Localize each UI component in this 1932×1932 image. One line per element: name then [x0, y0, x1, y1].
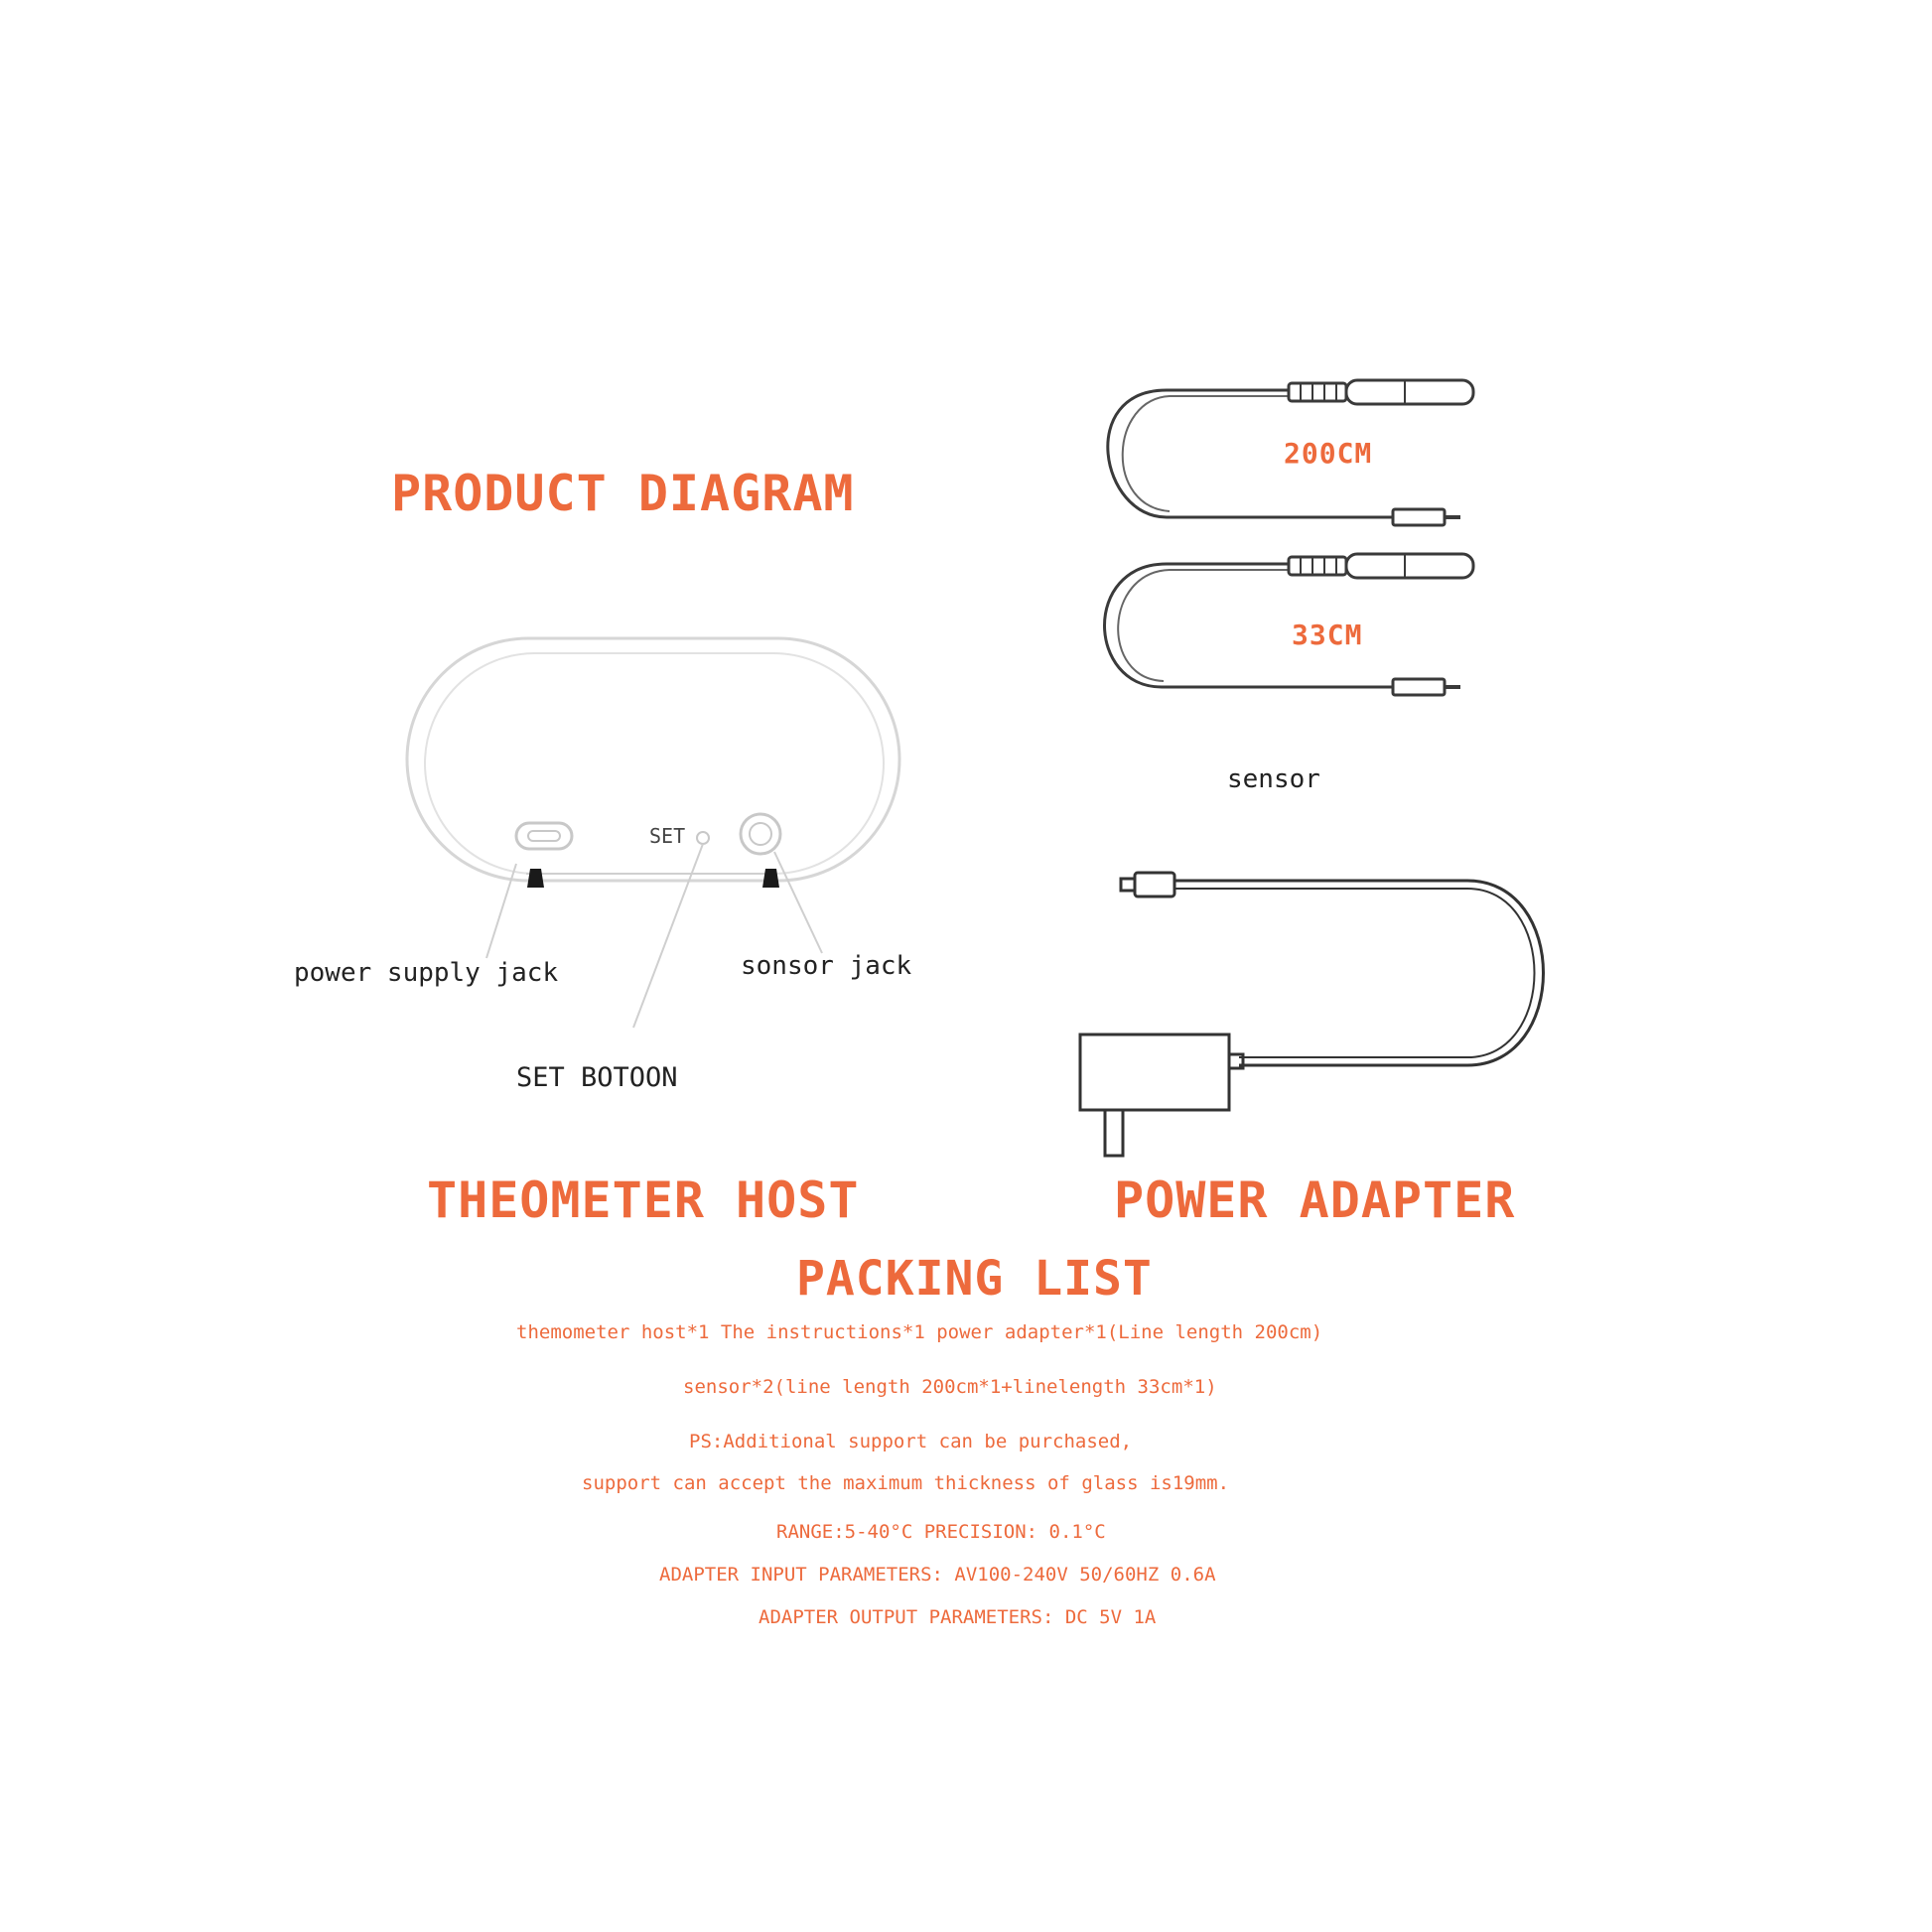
sensor-33cm-length-label: 33CM: [1292, 619, 1363, 651]
packing-line-range: RANGE:5-40°C PRECISION: 0.1°C: [776, 1521, 1106, 1543]
sensor-200cm-connector: [1289, 383, 1346, 401]
sensor-33cm-probe: [1346, 554, 1473, 578]
packing-list-title: PACKING LIST: [796, 1251, 1153, 1307]
packing-line-ps: PS:Additional support can be purchased,: [689, 1431, 1133, 1452]
sensor-33cm-drawing: [1105, 554, 1474, 695]
adapter-box: [1080, 1035, 1229, 1110]
sensor-200cm-length-label: 200CM: [1284, 437, 1373, 470]
product-diagram-title: PRODUCT DIAGRAM: [391, 465, 855, 522]
sensor-200cm-plug: [1393, 509, 1445, 525]
sensor-33cm-connector: [1289, 557, 1346, 575]
set-marker-label: SET: [649, 824, 686, 848]
sensor-200cm-probe: [1346, 380, 1473, 404]
power-adapter-drawing: [1080, 873, 1544, 1156]
sensor-33cm-cable-inner: [1118, 570, 1289, 681]
sensor-caption: sensor: [1227, 764, 1320, 794]
packing-line-output: ADAPTER OUTPUT PARAMETERS: DC 5V 1A: [759, 1606, 1157, 1628]
sensor-jack-inner: [750, 823, 771, 845]
sensor-33cm-plug: [1393, 679, 1445, 695]
power-jack-port: [528, 831, 560, 841]
host-foot-right: [762, 869, 779, 888]
adapter-usb-plug: [1135, 873, 1174, 897]
leader-sensor-jack: [774, 852, 822, 953]
sonsor-jack-label: sonsor jack: [741, 951, 912, 981]
sensor-200cm-cable-inner: [1123, 396, 1289, 511]
sensor-jack-icon: [741, 814, 780, 854]
theometer-host-title: THEOMETER HOST: [427, 1172, 860, 1229]
host-foot-left: [527, 869, 544, 888]
packing-line-contents: themometer host*1 The instructions*1 power adapter*1(Line length 200cm): [516, 1321, 1323, 1343]
set-botoon-label: SET BOTOON: [516, 1062, 678, 1093]
packing-line-input: ADAPTER INPUT PARAMETERS: AV100-240V 50/60HZ 0.6A: [659, 1564, 1216, 1586]
packing-line-sensors: sensor*2(line length 200cm*1+linelength 33cm*1): [683, 1376, 1217, 1398]
leader-set-button: [633, 844, 703, 1028]
power-adapter-title: POWER ADAPTER: [1114, 1172, 1516, 1229]
adapter-cable-inner: [1174, 889, 1535, 1057]
power-supply-jack-label: power supply jack: [294, 958, 559, 988]
power-jack-icon: [516, 823, 572, 849]
adapter-prong: [1105, 1110, 1123, 1156]
adapter-usb-tip: [1121, 879, 1135, 891]
packing-line-glass: support can accept the maximum thickness of glass is19mm.: [582, 1472, 1230, 1494]
set-button-icon: [697, 832, 709, 844]
